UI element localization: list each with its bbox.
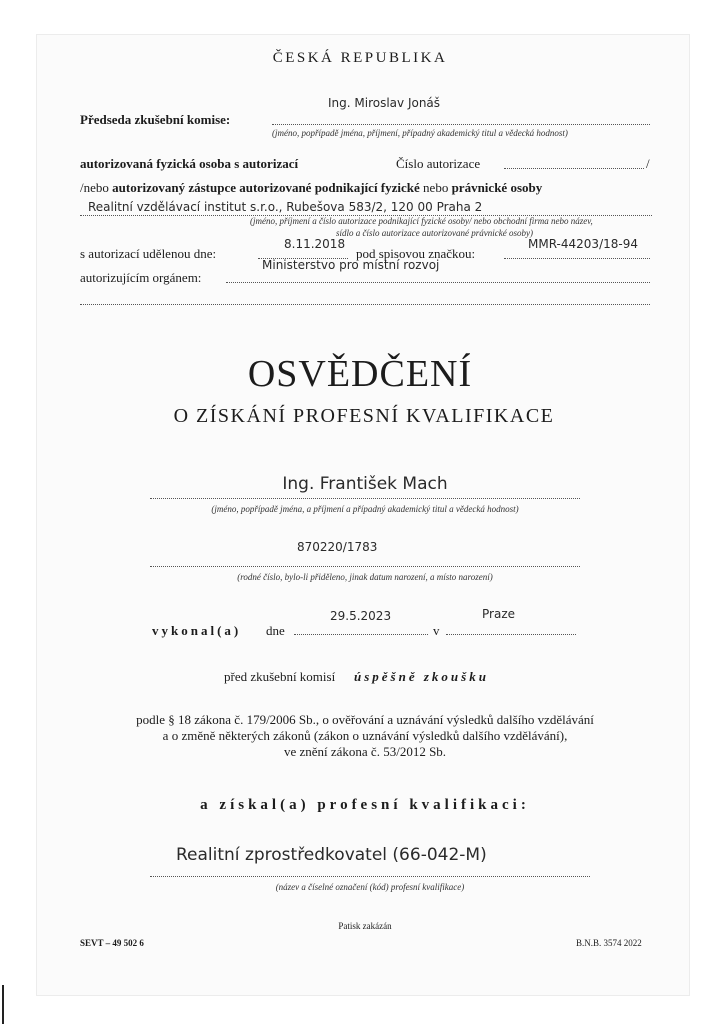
authorized-representative-label: autorizovaný zástupce autorizované podnikající fyzické <box>112 180 420 195</box>
entity-note-line1: (jméno, příjmení a číslo autorizace podnikající fyzické osoby/ nebo obchodní firma nebo název, <box>250 216 593 226</box>
success-exam-text: úspěšně zkoušku <box>354 669 489 684</box>
qualification-dotted-line <box>150 876 590 877</box>
certificate-subtitle: O ZÍSKÁNÍ PROFESNÍ KVALIFIKACE <box>173 405 555 427</box>
exam-place-dotted-line <box>446 634 576 635</box>
holder-name-note: (jméno, popřípadě jména, a příjmení a případný akademický titul a vědecká hodnost) <box>211 504 519 514</box>
chair-label: Předseda zkušební komise: <box>80 112 231 127</box>
scan-edge-mark <box>2 985 4 1024</box>
chair-dotted-line <box>272 124 650 125</box>
or-prefix: /nebo <box>80 180 109 195</box>
authorized-person-label: autorizovaná fyzická osoba s autorizací <box>80 156 299 171</box>
authorization-slash: / <box>646 156 650 171</box>
granted-date-value: 8.11.2018 <box>284 237 346 251</box>
authority-value: Ministerstvo pro místní rozvoj <box>262 258 440 272</box>
qualification-note: (název a číselné označení (kód) profesní kvalifikace) <box>275 882 465 892</box>
authority-label: autorizujícím orgánem: <box>80 270 202 285</box>
file-number-label: pod spisovou značkou: <box>356 246 476 261</box>
holder-name: Ing. František Mach <box>282 474 448 494</box>
authorization-number-dotted-line <box>504 168 644 169</box>
before-commission-text: před zkušební komisí <box>224 669 336 684</box>
exam-date-value: 29.5.2023 <box>330 609 392 623</box>
chair-name-value: Ing. Miroslav Jonáš <box>328 96 441 110</box>
qualification-heading: a získal(a) profesní kvalifikaci: <box>200 797 530 813</box>
birth-id-note: (rodné číslo, bylo-li přiděleno, jinak datum narození, a místo narození) <box>237 572 493 582</box>
file-number-value: MMR-44203/18-94 <box>528 237 638 251</box>
exam-date-dotted-line <box>294 634 428 635</box>
country-heading: ČESKÁ REPUBLIKA <box>272 50 448 66</box>
certificate-title: OSVĚDČENÍ <box>247 353 473 395</box>
authority-dotted-line <box>226 282 650 283</box>
exam-place-value: Praze <box>482 607 515 621</box>
exam-date-label: dne <box>266 623 285 638</box>
birth-id-dotted-line <box>150 566 580 567</box>
granted-date-label: s autorizací udělenou dne: <box>80 246 217 261</box>
holder-name-dotted-line <box>150 498 580 499</box>
entity-note-line2: sídlo a číslo autorizace autorizované právnické osoby) <box>336 228 533 238</box>
reprint-prohibited: Patisk zakázán <box>338 921 392 931</box>
form-code: SEVT – 49 502 6 <box>80 938 144 948</box>
chair-note: (jméno, popřípadě jména, příjmení, případný akademický titul a vědecká hodnost) <box>272 128 568 138</box>
or-word: nebo <box>423 180 449 195</box>
authorized-entity-value: Realitní vzdělávací institut s.r.o., Rubešova 583/2, 120 00 Praha 2 <box>88 200 483 214</box>
print-code: B.N.B. 3574 2022 <box>576 938 642 948</box>
legal-entity-label: právnické osoby <box>451 180 543 195</box>
authorization-number-label: Číslo autorizace <box>396 156 481 171</box>
qualification-value: Realitní zprostředkovatel (66-042-M) <box>176 845 487 865</box>
law-line-2: a o změně některých zákonů (zákon o uznávání výsledků dalšího vzdělávání), <box>162 728 568 743</box>
extra-dotted-line <box>80 304 650 305</box>
law-line-3: ve znění zákona č. 53/2012 Sb. <box>283 744 447 759</box>
law-line-1: podle § 18 zákona č. 179/2006 Sb., o ověřování a uznávání výsledků dalšího vzdělávání <box>136 712 594 727</box>
exam-place-label: v <box>433 623 440 638</box>
holder-birth-id: 870220/1783 <box>297 540 378 554</box>
file-number-dotted-line <box>504 258 650 259</box>
performed-label: vykonal(a) <box>152 623 242 638</box>
